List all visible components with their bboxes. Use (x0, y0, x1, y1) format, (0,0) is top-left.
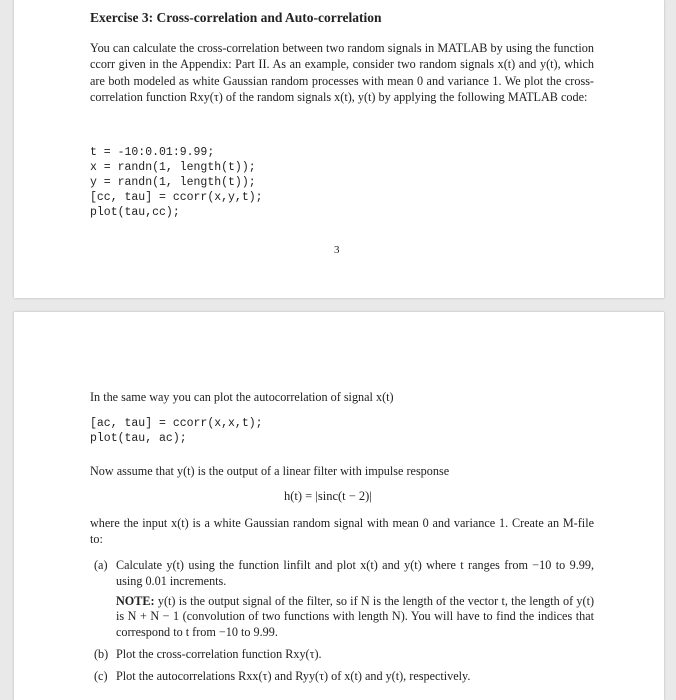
list-item (94, 558, 594, 641)
matlab-code-block-2 (90, 416, 263, 446)
code-line: plot(tau,cc); (90, 206, 180, 219)
item-text: Calculate y(t) using the function linfilt and plot x(t) and y(t) where t ranges from −10 to 9.99, using 0.01 increments. (116, 558, 594, 588)
code-line: [cc, tau] = ccorr(x,y,t); (90, 191, 263, 204)
code-line: x = randn(1, length(t)); (90, 161, 256, 174)
impulse-response-equation: h(t) = |sinc(t − 2)| (284, 489, 372, 503)
code-line: [ac, tau] = ccorr(x,x,t); (90, 417, 263, 430)
note-text: y(t) is the output signal of the filter, so if N is the length of the vector t, the length of y(t) is N + N − 1 (convolution of two functions with length N). You will have to find the indices that correspond to t from −10 to 9.99. (116, 593, 595, 640)
item-label: (a) (94, 558, 108, 572)
task-intro: where the input x(t) is a white Gaussian random signal with mean 0 and variance 1. Create an M-file to: (90, 516, 594, 547)
document-page-2 (14, 312, 664, 700)
item-text: Plot the cross-correlation function Rxy(τ). (116, 646, 322, 661)
intro-paragraph: You can calculate the cross-correlation between two random signals in MATLAB by using the function ccorr given in the Appendix: Part II. As an example, consider two random signals x(t) and y(t), which are both modeled as white Gaussian random processes with mean 0 and variance 1. We plot the cross-correlation function Rxy(τ) of the random signals x(t), y(t) by applying the following MATLAB code: (90, 41, 594, 104)
list-item (94, 647, 594, 663)
task-list (94, 558, 594, 691)
item-label: (c) (94, 668, 108, 683)
note-label: NOTE: (116, 593, 155, 608)
code-line: t = -10:0.01:9.99; (90, 146, 215, 159)
matlab-code-block (90, 145, 263, 220)
filter-intro: Now assume that y(t) is the output of a linear filter with impulse response (90, 464, 450, 478)
list-item (94, 669, 594, 685)
item-text: Plot the autocorrelations Rxx(τ) and Ryy(τ) of x(t) and y(t), respectively. (116, 668, 471, 683)
document-page-1 (14, 0, 664, 298)
code-line: y = randn(1, length(t)); (90, 176, 256, 189)
item-label: (b) (94, 646, 109, 661)
code-line: plot(tau, ac); (90, 432, 187, 445)
exercise-title: Exercise 3: Cross-correlation and Auto-correlation (90, 10, 382, 25)
page-number: 3 (334, 244, 340, 256)
autocorrelation-intro: In the same way you can plot the autocorrelation of signal x(t) (90, 390, 394, 404)
